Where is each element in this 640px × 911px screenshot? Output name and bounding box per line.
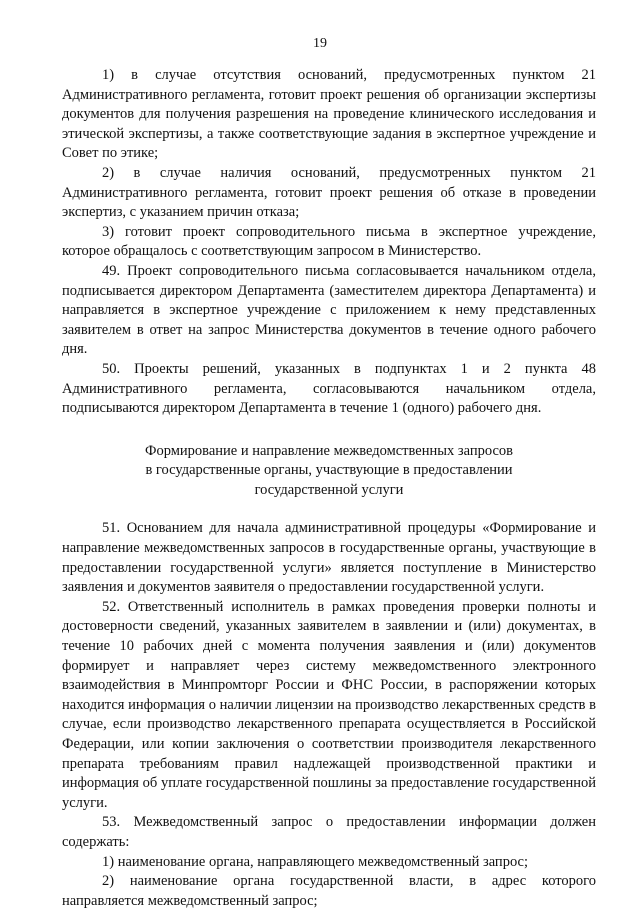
section-heading (62, 442, 596, 501)
paragraph-53-item-1: 1) наименование органа, направляющего межведомственный запрос; (102, 853, 529, 870)
section-heading-line-1: Формирование и направление межведомственных запросов (145, 442, 513, 459)
paragraph-48-item-2: 2) в случае наличия оснований, предусмотренных пунктом 21 Административного регламента, готовит проект решения об отказе в проведении экспертиз, с указанием причин отказа; (62, 164, 596, 221)
document-body (62, 66, 596, 911)
paragraph-53-item-2: 2) наименование органа государственной власти, в адрес которого направляется межведомственный запрос; (62, 873, 596, 909)
section-heading-line-3: государственной услуги (254, 481, 404, 498)
paragraph-53: 53. Межведомственный запрос о предоставлении информации должен содержать: (62, 814, 596, 850)
paragraph-48-item-3: 3) готовит проект сопроводительного письма в экспертное учреждение, которое обращалось с соответствующим запросом в Министерство. (62, 223, 596, 260)
paragraph-49: 49. Проект сопроводительного письма согласовывается начальником отдела, подписывается директором Департамента (заместителем директора Департамента) и направляется в экспертное учреждение с приложением к нему представленных заявителем в ответ на запрос Министерства документов в течение одного рабочего дня. (62, 262, 596, 358)
page-number: 19 (313, 36, 327, 51)
paragraph-52: 52. Ответственный исполнитель в рамках проведения проверки полноты и достоверности сведений, указанных заявителем в заявлении и (или) документах, в течение 10 рабочих дней с момента получения заявления и (или) документов формирует и направляет через систему межведомственного электронного взаимодействия в Минпромторг России и ФНС России, в распоряжении которых находится информация о наличии лицензии на производство лекарственных средств в случае, если производство лекарственного препарата осуществляется в Российской Федерации, или копии заключения о соответствии производителя лекарственного препарата требованиям правил надлежащей производственной практики и информация об уплате государственной пошлины за предоставление государственной услуги. (62, 598, 596, 811)
section-heading-line-2: в государственные органы, участвующие в предоставлении (145, 462, 513, 479)
paragraph-51: 51. Основанием для начала административной процедуры «Формирование и направление межведомственных запросов в государственные органы, участвующие в предоставлении государственной услуги» является поступление в Министерство заявления и документов заявителя о предоставлении государственной услуги. (62, 520, 596, 596)
paragraph-48-item-1: 1) в случае отсутствия оснований, предусмотренных пунктом 21 Административного регламента, готовит проект решения об организации экспертизы документов для получения разрешения на проведение клинического исследования и этической экспертизы, а также соответствующие задания в экспертное учреждение и Совет по этике; (62, 67, 596, 162)
paragraph-50: 50. Проекты решений, указанных в подпунктах 1 и 2 пункта 48 Административного регламента, согласовываются начальником отдела, подписываются директором Департамента в течение 1 (одного) рабочего дня. (62, 360, 596, 417)
